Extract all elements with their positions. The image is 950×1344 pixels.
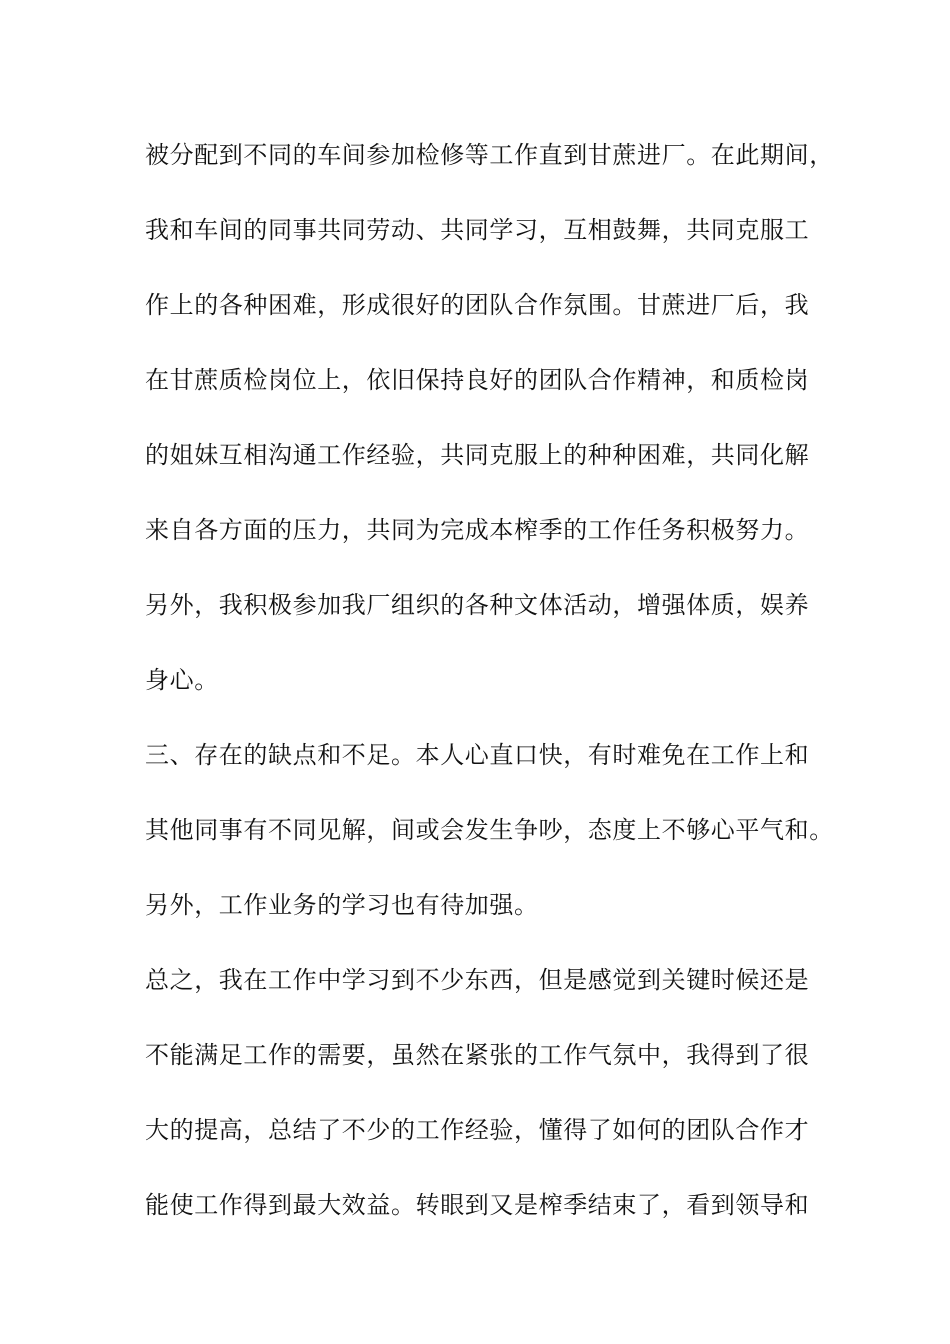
text-line: 作上的各种困难，形成很好的团队合作氛围。甘蔗进厂后，我	[145, 291, 810, 319]
section-heading-line: 三、存在的缺点和不足。本人心直口快，有时难免在工作上和	[145, 741, 810, 769]
summary-paragraph-line: 总之，我在工作中学习到不少东西，但是感觉到关键时候还是	[145, 966, 810, 994]
text-line: 另外，工作业务的学习也有待加强。	[145, 891, 539, 919]
text-line: 另外，我积极参加我厂组织的各种文体活动，增强体质，娱养	[145, 591, 810, 619]
text-line: 身心。	[145, 666, 219, 694]
text-line: 的姐妹互相沟通工作经验，共同克服上的种种困难，共同化解	[145, 441, 810, 469]
text-line: 来自各方面的压力，共同为完成本榨季的工作任务积极努力。	[145, 516, 810, 544]
document-body	[145, 131, 834, 1256]
text-line: 被分配到不同的车间参加检修等工作直到甘蔗进厂。在此期间，	[145, 141, 834, 169]
text-line: 不能满足工作的需要，虽然在紧张的工作气氛中，我得到了很	[145, 1041, 810, 1069]
text-line: 在甘蔗质检岗位上，依旧保持良好的团队合作精神，和质检岗	[145, 366, 810, 394]
text-line: 我和车间的同事共同劳动、共同学习，互相鼓舞，共同克服工	[145, 216, 810, 244]
text-line: 能使工作得到最大效益。转眼到又是榨季结束了，看到领导和	[145, 1191, 810, 1219]
text-line: 大的提高，总结了不少的工作经验，懂得了如何的团队合作才	[145, 1116, 810, 1144]
text-line: 其他同事有不同见解，间或会发生争吵，态度上不够心平气和。	[145, 816, 834, 844]
